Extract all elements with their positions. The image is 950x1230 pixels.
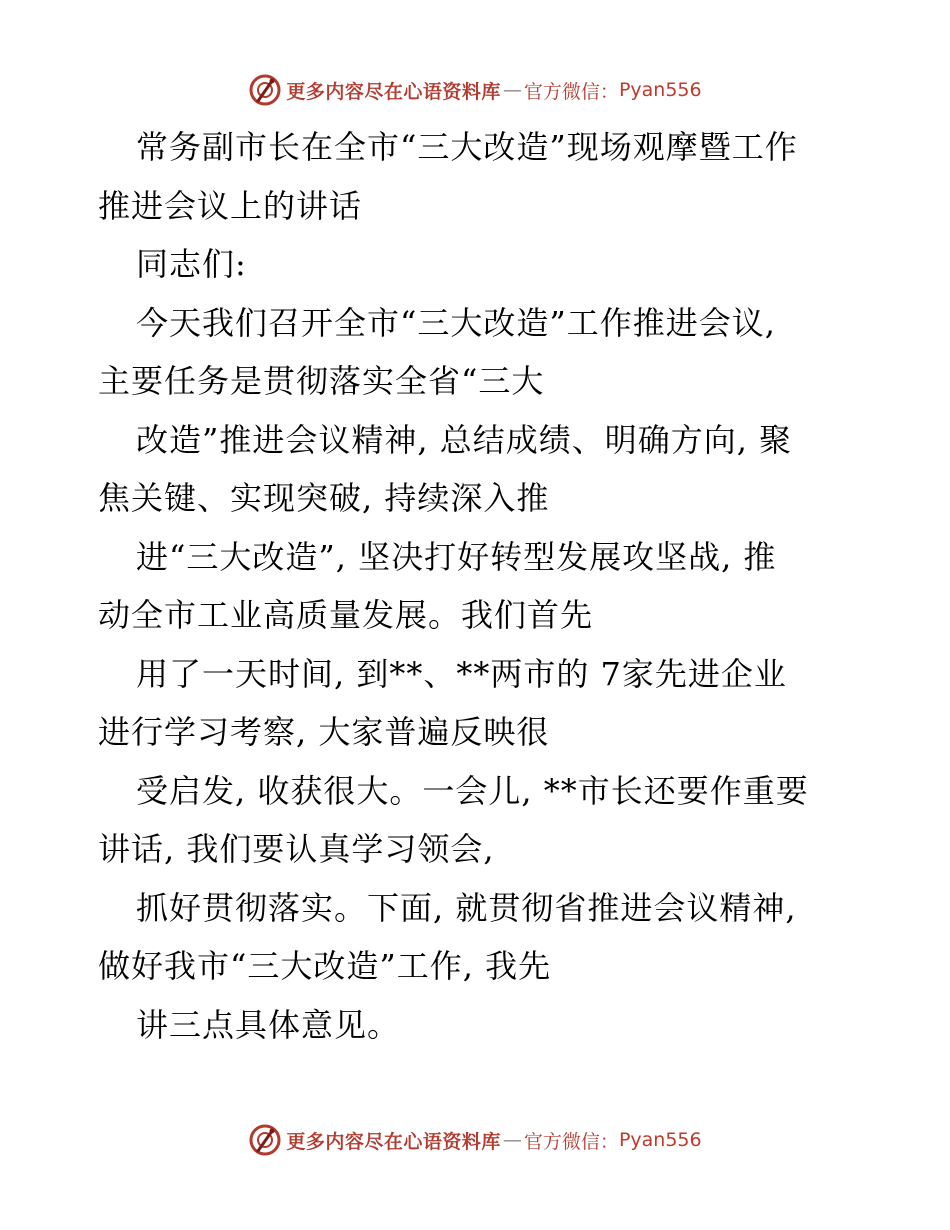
doc-title-line-2: 推进会议上的讲话 bbox=[98, 186, 363, 225]
doc-text-line: 讲话, 我们要认真学习领会, bbox=[98, 830, 495, 868]
doc-salutation: 同志们: bbox=[136, 245, 247, 283]
doc-text-line: 进行学习考察, 大家普遍反映很 bbox=[98, 713, 550, 751]
watermark-contact-id: Pyan556 bbox=[618, 79, 702, 101]
watermark-separator: — bbox=[502, 79, 522, 101]
doc-text-line: 用了一天时间, 到**、**两市的 7家先进企业 bbox=[136, 654, 787, 693]
doc-text-line: 改造”推进会议精神, 总结成绩、明确方向, 聚 bbox=[136, 420, 793, 459]
doc-text-line: 讲三点具体意见。 bbox=[136, 1005, 401, 1044]
header-watermark bbox=[0, 70, 950, 110]
watermark-contact-label: 官方微信： bbox=[523, 1130, 619, 1153]
watermark-contact-id: Pyan556 bbox=[618, 1129, 702, 1151]
brand-logo-icon bbox=[248, 73, 282, 107]
doc-text-line: 抓好贯彻落实。下面, 就贯彻省推进会议精神, bbox=[136, 888, 797, 927]
footer-watermark bbox=[0, 1120, 950, 1160]
watermark-text: 更多内容尽在心语资料库 bbox=[286, 80, 501, 103]
watermark-separator: — bbox=[502, 1129, 522, 1151]
document-body bbox=[98, 118, 858, 1054]
doc-text-line: 焦关键、实现突破, 持续深入推 bbox=[98, 479, 550, 517]
watermark-text: 更多内容尽在心语资料库 bbox=[286, 1130, 501, 1153]
doc-text-line: 今天我们召开全市“三大改造”工作推进会议, bbox=[136, 303, 776, 342]
brand-logo-icon bbox=[248, 1123, 282, 1157]
doc-text-line: 主要任务是贯彻落实全省“三大 bbox=[98, 362, 545, 400]
watermark-contact-label: 官方微信： bbox=[523, 80, 619, 103]
doc-text-line: 进“三大改造”, 坚决打好转型发展攻坚战, 推 bbox=[136, 537, 777, 576]
doc-title-line-1: 常务副市长在全市“三大改造”现场观摩暨工作 bbox=[136, 128, 798, 166]
doc-text-line: 动全市工业高质量发展。我们首先 bbox=[98, 596, 594, 634]
doc-text-line: 受启发, 收获很大。一会儿, **市长还要作重要 bbox=[136, 771, 809, 810]
doc-text-line: 做好我市“三大改造”工作, 我先 bbox=[98, 947, 552, 985]
